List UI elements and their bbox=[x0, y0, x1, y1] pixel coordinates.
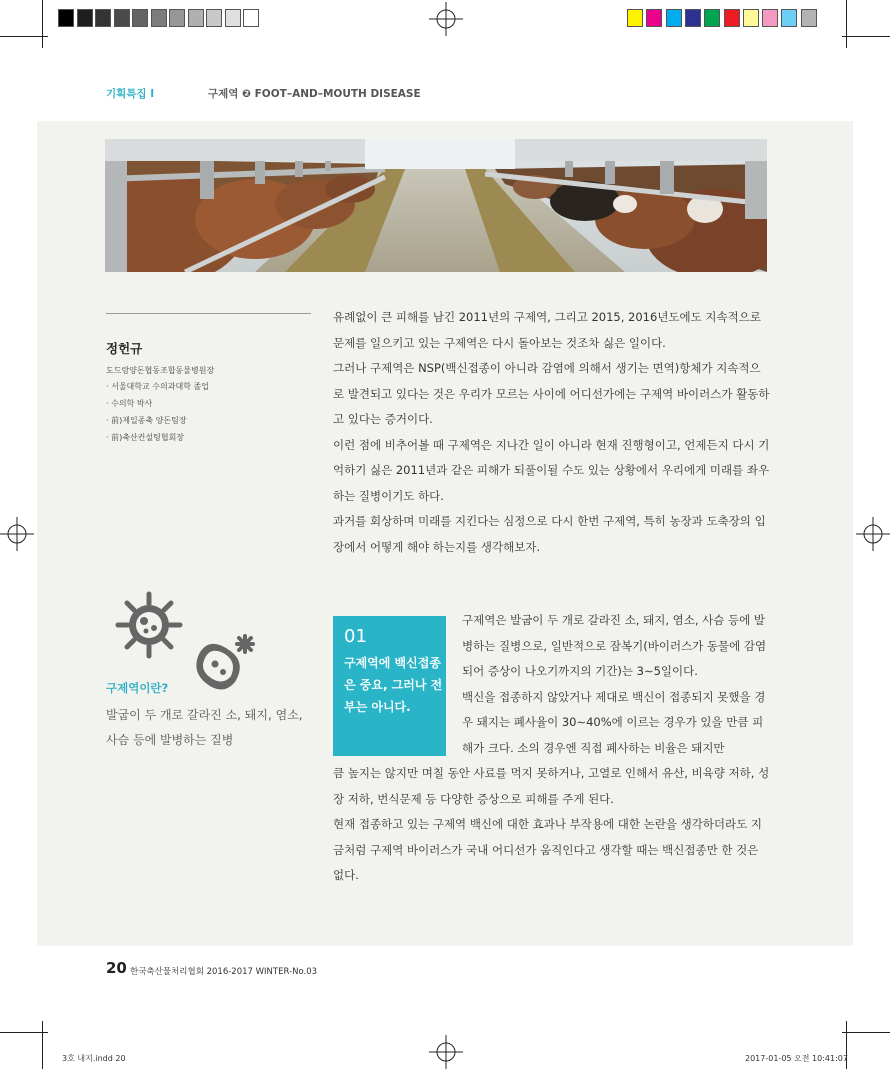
intro-paragraph: 이런 점에 비추어볼 때 구제역은 지나간 일이 아니라 현재 진행형이고, 언제든지 다시 기억하기 싫은 2011년과 같은 피해가 되풀이될 수도 있는 상황에서 우리에게 미래를 좌우하는 질병이기도 하다. bbox=[333, 437, 770, 503]
registration-mark-top bbox=[429, 2, 463, 36]
cattle-barn-photo bbox=[105, 139, 767, 272]
crop-mark bbox=[42, 1021, 43, 1069]
section-paragraph: 현재 접종하고 있는 구제역 백신에 대한 효과나 부작용에 대한 논란을 생각하더라도 지금처럼 구제역 바이러스가 국내 어디선가 움직인다고 생각할 때는 백신접종만 한 것은 없다. bbox=[333, 817, 763, 882]
color-swatch bbox=[743, 9, 759, 27]
grayscale-swatch bbox=[169, 9, 185, 27]
registration-mark-bottom bbox=[429, 1035, 463, 1069]
section-number: 01 bbox=[344, 626, 367, 647]
color-swatch bbox=[724, 9, 740, 27]
color-swatch bbox=[666, 9, 682, 27]
author-bio-list bbox=[106, 378, 209, 446]
section-paragraph: 구제역은 발굽이 두 개로 갈라진 소, 돼지, 염소, 사슴 등에 발병하는 질병으로, 일반적으로 잠복기(바이러스가 동물에 감염되어 증상이 나오기까지의 기간)는 3∼5일이다. bbox=[462, 613, 767, 678]
grayscale-swatch bbox=[225, 9, 241, 27]
registration-mark-left bbox=[0, 517, 34, 551]
grayscale-swatch bbox=[114, 9, 130, 27]
crop-mark bbox=[842, 36, 890, 37]
crop-mark bbox=[842, 1032, 890, 1033]
author-bio-item: · 서울대학교 수의과대학 졸업 bbox=[106, 382, 209, 391]
grayscale-swatch bbox=[95, 9, 111, 27]
slug-filename: 3호 내지.indd 20 bbox=[62, 1054, 126, 1063]
section-label: 기획특집 I bbox=[106, 88, 155, 100]
section-paragraph: 큼 높지는 않지만 며칠 동안 사료를 먹지 못하거나, 고열로 인해서 유산, 비육량 저하, 성장 저하, 번식문제 등 다양한 증상으로 피해를 주게 된다. bbox=[333, 766, 770, 806]
bacteria-icon bbox=[189, 632, 257, 696]
section-title: 구제역에 백신접종은 중요, 그러나 전부는 아니다. bbox=[344, 656, 443, 714]
grayscale-swatch bbox=[132, 9, 148, 27]
slug-timestamp: 2017-01-05 오전 10:41:07 bbox=[745, 1054, 848, 1063]
registration-mark-right bbox=[856, 517, 890, 551]
color-swatch bbox=[685, 9, 701, 27]
author-bio-item: · 수의학 박사 bbox=[106, 399, 153, 408]
section-body-column bbox=[462, 608, 770, 761]
sidebar-question: 구제역이란? bbox=[106, 681, 169, 695]
color-swatch bbox=[801, 9, 817, 27]
color-swatch bbox=[646, 9, 662, 27]
page-number: 20 bbox=[106, 959, 127, 977]
section-callout-box bbox=[333, 616, 446, 756]
crop-mark bbox=[846, 0, 847, 48]
intro-paragraph: 그러나 구제역은 NSP(백신접종이 아니라 감염에 의해서 생기는 면역)항체가 지속적으로 발견되고 있다는 것은 우리가 모르는 사이에 어디선가에는 구제역 바이러스가 활동하고 있다는 증거이다. bbox=[333, 361, 770, 426]
author-divider bbox=[106, 313, 311, 314]
grayscale-swatch bbox=[77, 9, 93, 27]
intro-text bbox=[333, 305, 770, 560]
section-body-full bbox=[333, 761, 770, 889]
virus-icon bbox=[114, 590, 184, 660]
grayscale-swatch bbox=[206, 9, 222, 27]
color-swatch bbox=[781, 9, 797, 27]
topic-label: 구제역 ❷ FOOT–AND–MOUTH DISEASE bbox=[208, 88, 421, 100]
grayscale-swatch bbox=[151, 9, 167, 27]
author-role: 도드람양돈협동조합동물병원장 bbox=[106, 366, 215, 375]
grayscale-swatch bbox=[188, 9, 204, 27]
crop-mark bbox=[42, 0, 43, 48]
author-bio-item: · 前)제일종축 양돈팀장 bbox=[106, 416, 187, 425]
grayscale-swatch bbox=[243, 9, 259, 27]
crop-mark bbox=[0, 36, 48, 37]
grayscale-swatch bbox=[58, 9, 74, 27]
color-swatch bbox=[762, 9, 778, 27]
publication-footer: 한국축산물처리협회 2016-2017 WINTER-No.03 bbox=[130, 967, 318, 977]
sidebar-answer: 발굽이 두 개로 갈라진 소, 돼지, 염소, 사슴 등에 발병하는 질병 bbox=[106, 708, 303, 747]
author-bio-item: · 前)축산컨설팅협회장 bbox=[106, 433, 185, 442]
crop-mark bbox=[0, 1032, 48, 1033]
section-paragraph: 백신을 접종하지 않았거나 제대로 백신이 접종되지 못했을 경우 돼지는 폐사율이 30∼40%에 이르는 경우가 있을 만큼 피해가 크다. 소의 경우엔 직접 폐사하는 비율은 돼지만 bbox=[462, 689, 766, 755]
color-swatch bbox=[627, 9, 643, 27]
author-name: 정헌규 bbox=[106, 341, 143, 356]
intro-paragraph: 유례없이 큰 피해를 남긴 2011년의 구제역, 그리고 2015, 2016년도에도 지속적으로 문제를 일으키고 있는 구제역은 다시 돌아보는 것조차 싫은 일이다. bbox=[333, 310, 761, 350]
intro-paragraph: 과거를 회상하며 미래를 지킨다는 심정으로 다시 한번 구제역, 특히 농장과 도축장의 입장에서 어떻게 해야 하는지를 생각해보자. bbox=[333, 514, 766, 554]
color-swatch bbox=[704, 9, 720, 27]
